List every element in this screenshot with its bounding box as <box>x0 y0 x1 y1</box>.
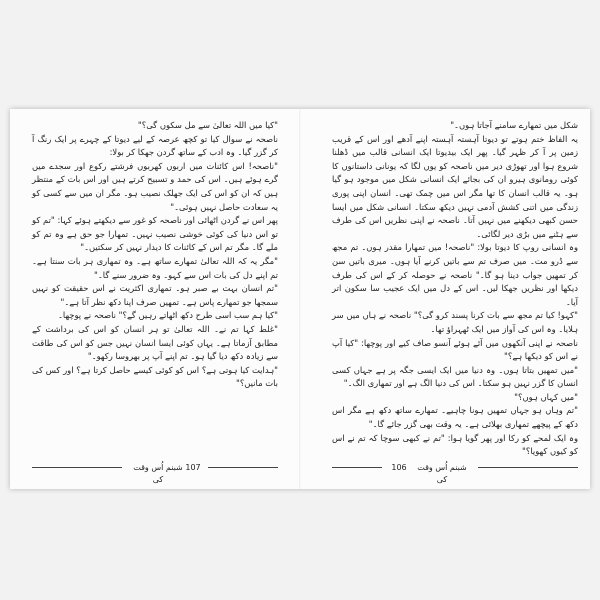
paragraph: "ناصحہ! اس کائنات میں اربوں کھربوں فرشتے رکوع اور سجدے میں گرے ہوئے ہیں۔ اس کی حمد و تسبیح کرتے ہیں اور اس بات کے منتظر ہیں کہ ان کو اس کی ایک جھلک نصیب ہو۔ مگر ان میں سے کسی کو یہ سعادت حاصل نہیں ہوئی۔" <box>32 160 278 212</box>
footer-rule <box>478 467 578 468</box>
paragraph: "میں کہاں ہوں؟" <box>514 391 578 402</box>
paragraph: "کیا ہم سب اسی طرح دکھ اٹھاتے رہیں گے؟" ناصحہ نے پوچھا۔ <box>57 310 278 321</box>
paragraph: "کیا میں اللہ تعالیٰ سے مل سکوں گی؟" <box>137 120 278 130</box>
running-title: شبنم اُس وقت کی <box>133 463 183 484</box>
paragraph: ناصحہ نے اپنی آنکھوں میں آئے ہوئے آنسو صاف کیے اور پوچھا: "کیا آپ نے اس کو دیکھا ہے؟" <box>332 337 578 362</box>
right-page-text <box>332 119 578 459</box>
paragraph: "غلط کہا تم نے۔ اللہ تعالیٰ تو ہر انسان کو اس کی برداشت کے مطابق آزماتا ہے۔ یہاں کوئی ایسا انسان نہیں جس کو اس کی طاقت سے زیادہ دکھ دیا گیا ہو۔ تم اپنے آپ پر بھروسا رکھو۔" <box>32 323 278 362</box>
footer-rule <box>208 467 278 468</box>
left-page-footer <box>32 462 278 484</box>
paragraph: "تم انسان بہت بے صبر ہو۔ تمھاری اکثریت نے اس حقیقت کو نہیں سمجھا جو تمھارے پاس ہے۔ تمھیں صرف اپنا دکھ نظر آتا ہے۔" <box>32 283 278 307</box>
right-page-footer <box>332 462 578 484</box>
left-page-text <box>32 119 278 391</box>
paragraph: "کہو! کیا تم مجھ سے بات کرنا پسند کرو گی؟" ناصحہ نے ہاں میں سر ہلایا۔ وہ اس کی آواز میں ایک ٹھہراؤ تھا۔ <box>332 310 578 334</box>
paragraph: پھر اس نے گردن اٹھائی اور ناصحہ کو غور سے دیکھتے ہوئے کہا: "تم کو تو اس دنیا کی کوئی خوشی نصیب نہیں۔ تمھارا جو حق ہے وہ تم کو ملے گا۔ مگر تم اس کے کائنات کا دیدار نہیں کر سکتیں۔" <box>32 215 278 253</box>
running-title: شبنم اُس وقت کی <box>417 463 467 484</box>
book-gutter <box>299 109 301 489</box>
paragraph: "مگر یہ کہ اللہ تعالیٰ تمھارے ساتھ ہے۔ وہ تمھاری ہر بات سنتا ہے۔ تم اپنے دل کی بات اس سے کہو۔ وہ ضرور سنے گا۔" <box>32 255 278 280</box>
paragraph: "میں تمھیں بتاتا ہوں۔ وہ دنیا میں ایک ایسی جگہ پر ہے جہاں کسی انسان کا گزر نہیں ہو سکتا۔ اس کی دنیا الگ ہے اور تمھاری الگ۔" <box>332 364 578 389</box>
footer-rule <box>32 467 122 468</box>
paragraph: "ہدایت کیا ہوتی ہے؟ اس کو کوئی کیسے حاصل کرتا ہے؟ اور کس کی بات مانیں؟" <box>32 364 278 389</box>
book-spread <box>10 109 590 489</box>
right-page <box>310 109 590 489</box>
paragraph: شکل میں تمھارے سامنے آجاتا ہوں۔" <box>450 120 578 130</box>
page-number: 107 <box>185 463 201 472</box>
paragraph: یہ الفاظ ختم ہوتے تو دیوتا آہستہ آہستہ اپنے آدھے اور اس کے قریب زمین پر آ کر ظہر گیا۔ پھر ایک بیدیوتا ایک انسانی قالب میں ڈھلنا شروع ہوا اور تھوڑی دیر میں ناصحہ کو یوں لگا کہ یونانی داستانوں کا کوئی رومانوی ہیرو ان کی بجائے ایک انسانی شکل میں موجود ہو گیا ہو۔ یہ قالب انسان کا تھا مگر اس میں چمک تھی۔ انسان اپنی پوری زندگی میں اتنی کشش آدمی نہیں دیکھ سکتا۔ انسانی شکل میں ایسا حسن کبھی دیکھنے میں نہیں آتا۔ ناصحہ نے اپنی نظریں اس کی طرف سے ہٹنے میں بڑی دیر لگائی۔ <box>332 133 578 239</box>
paragraph: وہ ایک لمحے کو رکا اور پھر گویا ہوا: "تم نے کبھی سوچا کہ تم نے اس کو کیوں کھویا؟" <box>332 432 578 457</box>
footer-rule <box>332 467 382 468</box>
paragraph: "تم وہاں ہو جہاں تمھیں ہونا چاہیے۔ تمھارے ساتھ دکھ ہے مگر اس دکھ کے پیچھے تمھاری بھلائی ہے۔ یہ وقت بھی گزر جائے گا۔" <box>332 405 578 430</box>
page-number: 106 <box>391 463 407 472</box>
paragraph: وہ انسانی روپ کا دیوتا بولا: "ناصحہ! میں تمھارا مقدر ہوں۔ تم مجھ سے ڈرو مت۔ میں صرف تم سے باتیں کرنے آیا ہوں۔ میری باتیں سن کر تمھیں جواب دینا ہو گا۔" ناصحہ نے حوصلہ کر کے اس کی طرف دیکھا اور نظریں جھکا لیں۔ اس کے دل میں ایک عجیب سا سکون اتر آیا۔ <box>332 242 578 307</box>
paragraph: ناصحہ نے سوال کیا تو کچھ عرصہ کے لیے دیوتا کے چہرے پر ایک رنگ آ کر گزر گیا۔ وہ ادب کے ساتھ گردن جھکا کر بولا: <box>32 133 278 158</box>
left-page <box>10 109 290 489</box>
